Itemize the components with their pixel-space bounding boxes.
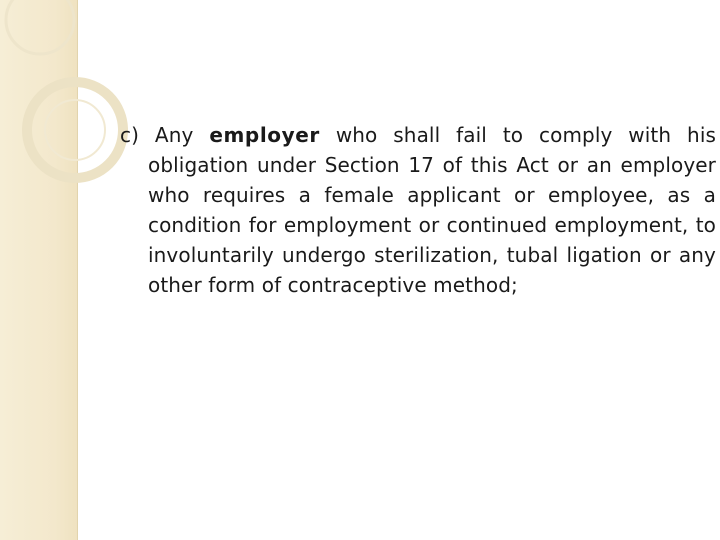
thick-ring bbox=[27, 82, 123, 178]
item-body: who shall fail to comply with his obligation under Section 17 of this Act or an employer who requires a female applicant or employee, as a condition for employment or continued employment, to involuntarily undergo sterilization, tubal ligation or any other form of contraceptive method; bbox=[148, 123, 716, 297]
inner-ring bbox=[45, 100, 105, 160]
list-item-c bbox=[120, 120, 716, 300]
item-lead: Any bbox=[154, 123, 194, 147]
item-marker: c) bbox=[120, 123, 139, 147]
large-ring bbox=[6, 0, 74, 54]
item-emphasis: employer bbox=[209, 123, 320, 147]
